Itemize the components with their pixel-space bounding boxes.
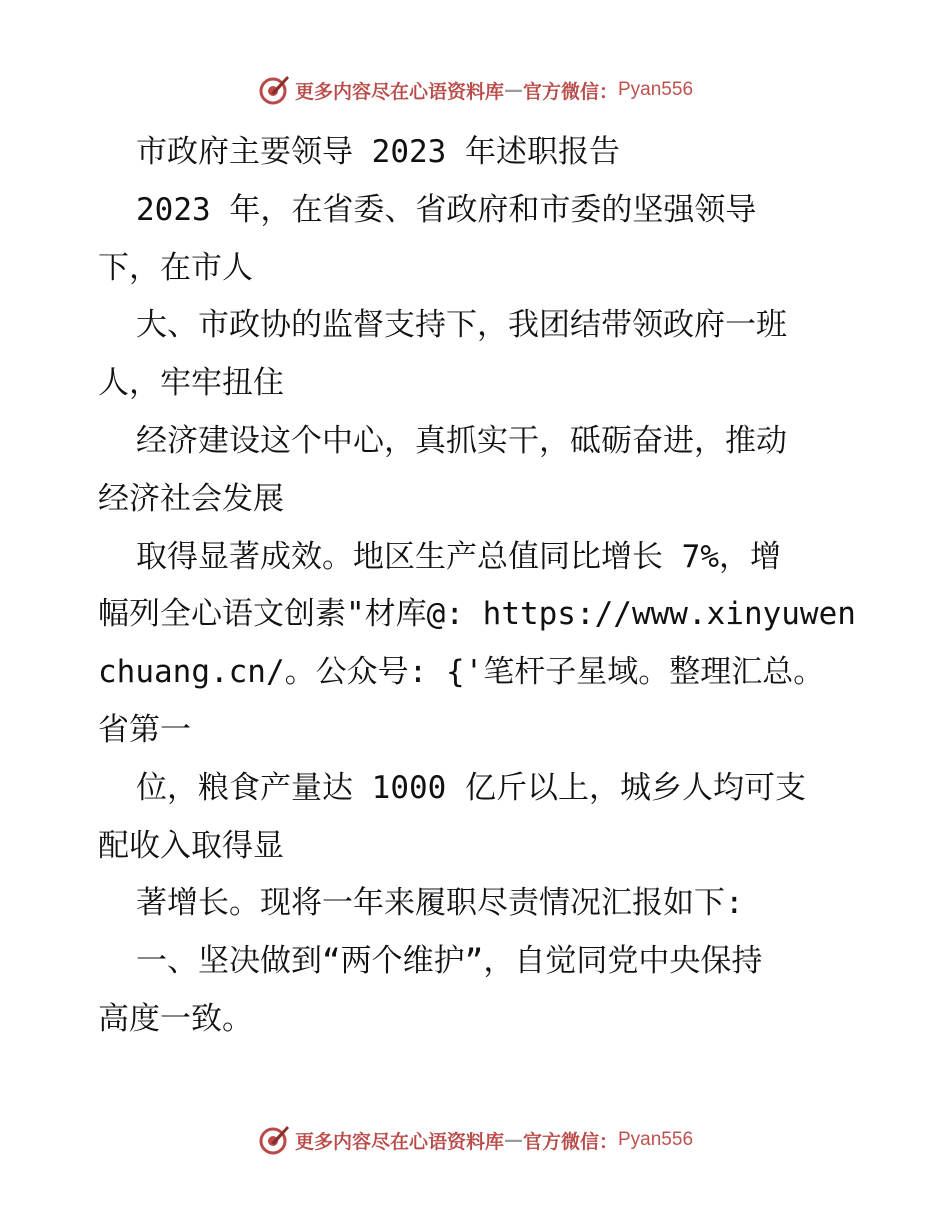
- document-line: 配收入取得显: [98, 827, 284, 864]
- watermark-separator: —: [503, 1129, 523, 1151]
- watermark-wechat-id: Pyan556: [618, 1129, 694, 1150]
- document-line: 著增长。现将一年来履职尽责情况汇报如下:: [136, 885, 744, 922]
- watermark-wechat-label: 官方微信：: [522, 80, 618, 103]
- document-line: 经济社会发展: [98, 480, 284, 517]
- document-body: [98, 124, 858, 1049]
- document-line: chuang.cn/。公众号: {'笔杆子星域。整理汇总。: [98, 654, 825, 691]
- document-line: 一、坚决做到“两个维护”，自觉同党中央保持: [136, 943, 763, 980]
- document-line: 高度一致。: [98, 1000, 253, 1037]
- document-line: 大、市政协的监督支持下，我团结带领政府一班: [136, 307, 787, 344]
- watermark-separator: —: [503, 79, 523, 101]
- quill-seal-logo-icon: [257, 73, 291, 107]
- watermark-wechat-id: Pyan556: [618, 79, 694, 100]
- document-line: 人，牢牢扭住: [98, 365, 284, 402]
- footer-watermark: [0, 1120, 950, 1160]
- quill-seal-logo-icon: [257, 1123, 291, 1157]
- watermark-wechat-label: 官方微信：: [522, 1130, 618, 1153]
- document-line: 下，在市人: [98, 249, 253, 286]
- document-line: 取得显著成效。地区生产总值同比增长 7%，增: [136, 538, 781, 575]
- document-line: 幅列全心语文创素"材库@: https://www.xinyuwen: [98, 596, 856, 633]
- document-line: 2023 年，在省委、省政府和市委的坚强领导: [136, 191, 757, 228]
- document-line: 省第一: [98, 711, 191, 748]
- header-watermark: [0, 70, 950, 110]
- watermark-label: 更多内容尽在心语资料库: [294, 80, 504, 103]
- document-title: 市政府主要领导 2023 年述职报告: [136, 134, 620, 170]
- document-line: 位，粮食产量达 1000 亿斤以上，城乡人均可支: [136, 769, 806, 806]
- watermark-label: 更多内容尽在心语资料库: [294, 1130, 504, 1153]
- document-line: 经济建设这个中心，真抓实干，砥砺奋进，推动: [136, 422, 787, 459]
